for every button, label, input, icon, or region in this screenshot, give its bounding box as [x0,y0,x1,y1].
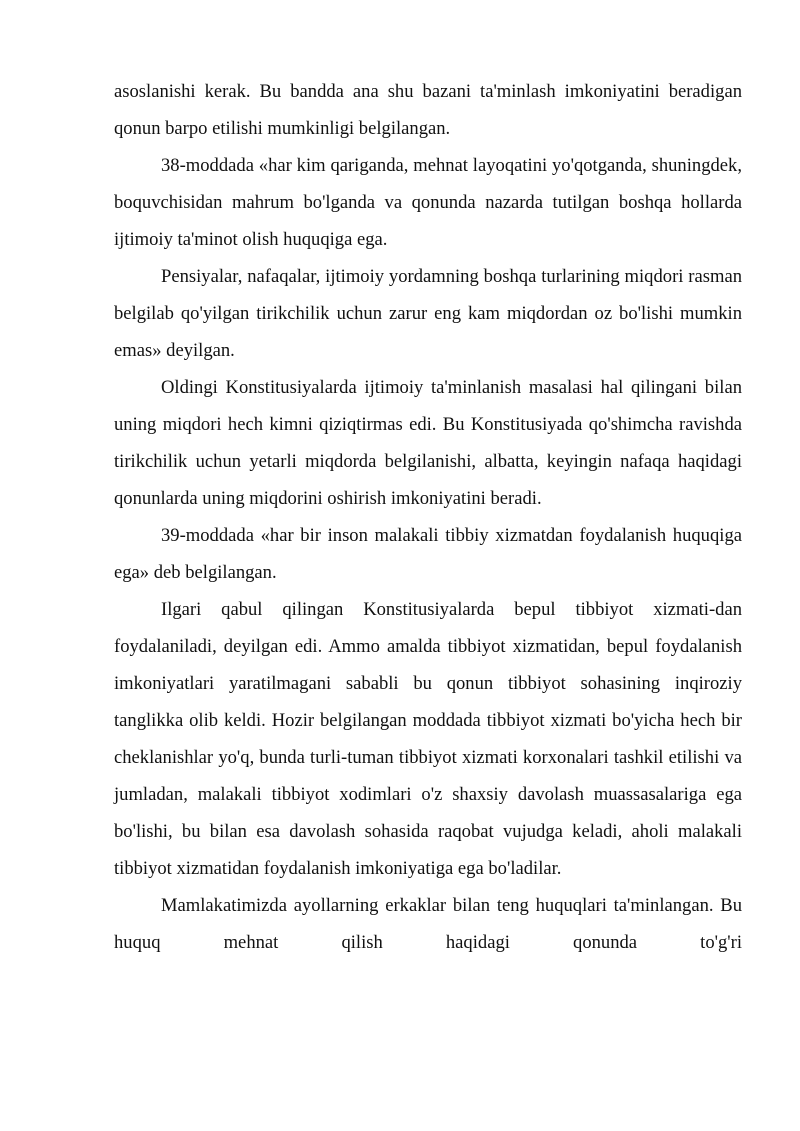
paragraph-5: 39-moddada «har bir inson malakali tibbiy xizmatdan foydalanish huquqiga ega» deb belgilangan. [114,525,742,583]
paragraph-1: asoslanishi kerak. Bu bandda ana shu bazani ta'minlash imkoniyatini beradigan qonun barpo etilishi mumkinligi belgilangan. [114,81,742,139]
paragraph-4: Oldingi Konstitusiyalarda ijtimoiy ta'minlanish masalasi hal qilingani bilan uning miqdori hech kimni qiziqtirmas edi. Bu Konstitusiyada qo'shimcha ravishda tirikchilik uchun yetarli miqdorda belgilanishi, albatta, keyingin nafaqa haqidagi qonunlarda uning miqdorini oshirish imkoniyatini beradi. [114,377,742,509]
paragraph-6: Ilgari qabul qilingan Konstitusiyalarda bepul tibbiyot xizmati-dan foydalaniladi, deyilgan edi. Ammo amalda tibbiyot xizmatidan, bepul foydalanish imkoniyatlari yaratilmagani sababli bu qonun tibbiyot sohasining inqiroziy tanglikka olib keldi. Hozir belgilangan moddada tibbiyot xizmati bo'yicha hech bir cheklanishlar yo'q, bunda turli-tuman tibbiyot xizmati korxonalari tashkil etilishi va jumladan, malakali tibbiyot xodimlari o'z shaxsiy davolash muassasalariga ega bo'lishi, bu bilan esa davolash sohasida raqobat vujudga keladi, aholi malakali tibbiyot xizmatidan foydalanish imkoniyatiga ega bo'ladilar. [114,599,742,879]
paragraph-3: Pensiyalar, nafaqalar, ijtimoiy yordamning boshqa turlarining miqdori rasman belgilab qo'yilgan tirikchilik uchun zarur eng kam miqdordan oz bo'lishi mumkin emas» deyilgan. [114,266,742,361]
paragraph-7: Mamlakatimizda ayollarning erkaklar bilan teng huquqlari ta'minlangan. Bu huquq mehnat qilish haqidagi qonunda to'g'ri [114,895,742,953]
paragraph-2: 38-moddada «har kim qariganda, mehnat layoqatini yo'qotganda, shuningdek, boquvchisidan mahrum bo'lganda va qonunda nazarda tutilgan boshqa hollarda ijtimoiy ta'minot olish huquqiga ega. [114,155,742,250]
document-page [114,73,742,961]
